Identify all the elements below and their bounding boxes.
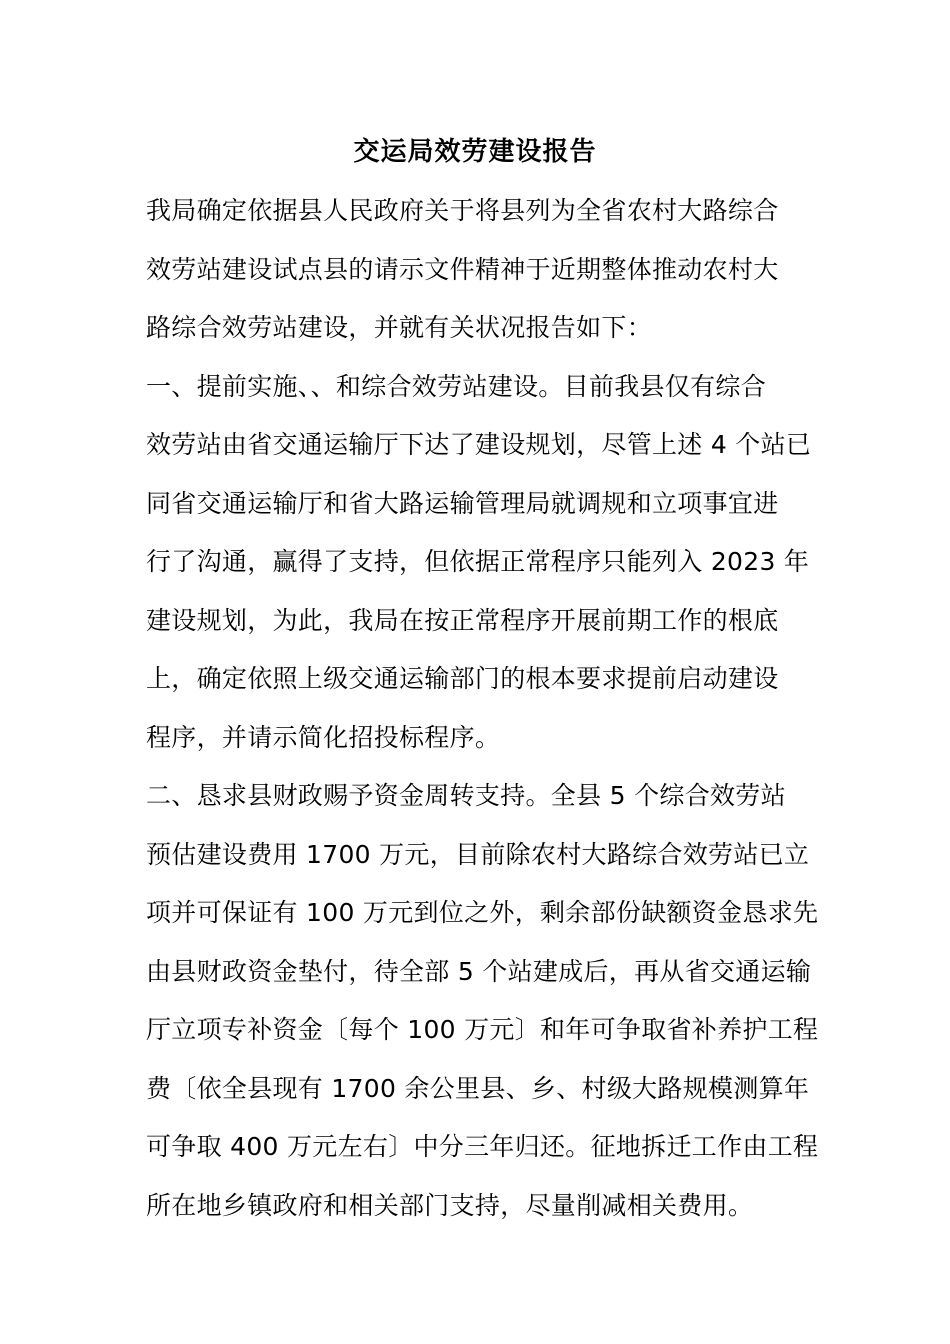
text-line: 项并可保证有 100 万元到位之外，剩余部份缺额资金恳求先 <box>146 898 819 927</box>
text-line: 一、提前实施、、和综合效劳站建设。目前我县仅有综合 <box>146 372 767 401</box>
text-line: 上，确定依照上级交通运输部门的根本要求提前启动建设 <box>146 664 779 693</box>
text-line: 建设规划，为此，我局在按正常程序开展前期工作的根底 <box>146 606 779 635</box>
text-line: 效劳站由省交通运输厅下达了建设规划，尽管上述 4 个站已 <box>146 430 812 459</box>
text-line: 二、恳求县财政赐予资金周转支持。全县 5 个综合效劳站 <box>146 781 786 810</box>
text-line: 厅立项专补资金〔每个 100 万元〕和年可争取省补养护工程 <box>146 1015 819 1044</box>
text-line: 路综合效劳站建设，并就有关状况报告如下： <box>146 313 653 342</box>
text-line: 程序，并请示简化招投标程序。 <box>146 723 501 752</box>
text-line: 所在地乡镇政府和相关部门支持，尽量削减相关费用。 <box>146 1191 754 1220</box>
text-line: 预估建设费用 1700 万元，目前除农村大路综合效劳站已立 <box>146 840 810 869</box>
text-line: 我局确定依据县人民政府关于将县列为全省农村大路综合 <box>146 196 779 225</box>
text-line: 费〔依全县现有 1700 余公里县、乡、村级大路规模测算年 <box>146 1074 810 1103</box>
text-line: 行了沟通，赢得了支持，但依据正常程序只能列入 2023 年 <box>146 547 810 576</box>
text-line: 可争取 400 万元左右〕中分三年归还。征地拆迁工作由工程 <box>146 1132 819 1161</box>
text-line: 同省交通运输厅和省大路运输管理局就调规和立项事宜进 <box>146 489 779 518</box>
text-line: 由县财政资金垫付，待全部 5 个站建成后，再从省交通运输 <box>146 957 812 986</box>
text-line: 效劳站建设试点县的请示文件精神于近期整体推动农村大 <box>146 255 779 284</box>
document-title: 交运局效劳建设报告 <box>353 137 597 167</box>
